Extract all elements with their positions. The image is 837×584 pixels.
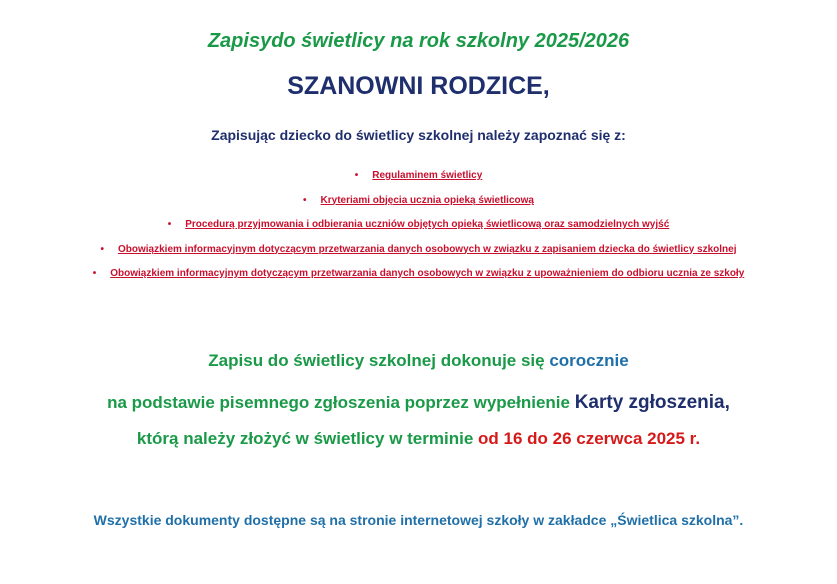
link-rodo-odbior[interactable]: Obowiązkiem informacyjnym dotyczącym przetwarzania danych osobowych w związku z upoważnieniem do odbioru ucznia ze szkoły (110, 268, 745, 279)
body-text: którą należy złożyć w świetlicy w terminie (136, 429, 478, 448)
list-item-regulamin (0, 170, 837, 195)
accent-annually: corocznie (549, 351, 629, 370)
list-item-rodo-odbior (0, 268, 837, 293)
bullet-icon: • (100, 243, 104, 255)
documents-list (0, 170, 837, 293)
intro-text: Zapisując dziecko do świetlicy szkolnej należy zapoznać się z: (211, 127, 626, 143)
list-item-procedura (0, 219, 837, 244)
bullet-icon: • (303, 194, 307, 206)
list-item-kryteria (0, 195, 837, 220)
body-text: na podstawie pisemnego zgłoszenia poprzez wypełnienie (107, 393, 575, 412)
accent-deadline: od 16 do 26 czerwca 2025 r. (478, 429, 701, 448)
bullet-icon: • (354, 170, 359, 181)
link-kryteria[interactable]: Kryteriami objęcia ucznia opieką świetlicową (320, 194, 534, 206)
link-procedura[interactable]: Procedurą przyjmowania i odbierania uczniów objętych opieką świetlicową oraz samodzielnych wyjść (185, 219, 670, 230)
link-regulamin[interactable]: Regulaminem świetlicy (372, 170, 483, 181)
list-item-rodo-zapis (0, 244, 837, 269)
salutation: SZANOWNI RODZICE, (287, 72, 550, 100)
bullet-icon: • (167, 219, 172, 230)
page-title: Zapisydo świetlicy na rok szkolny 2025/2026 (207, 30, 630, 52)
body-text: Zapisu do świetlicy szkolnej dokonuje się (208, 351, 550, 370)
link-rodo-zapis[interactable]: Obowiązkiem informacyjnym dotyczącym przetwarzania danych osobowych w związku z zapisaniem dziecka do świetlicy szkolnej (117, 243, 737, 255)
footer-note: Wszystkie dokumenty dostępne są na stronie internetowej szkoły w zakładce „Świetlica szkolna”. (93, 512, 744, 528)
body-line-form (0, 392, 837, 414)
body-line-deadline (0, 429, 837, 449)
bullet-icon: • (92, 268, 97, 279)
accent-form-name: Karty zgłoszenia, (574, 392, 730, 413)
body-line-annual (0, 351, 837, 371)
